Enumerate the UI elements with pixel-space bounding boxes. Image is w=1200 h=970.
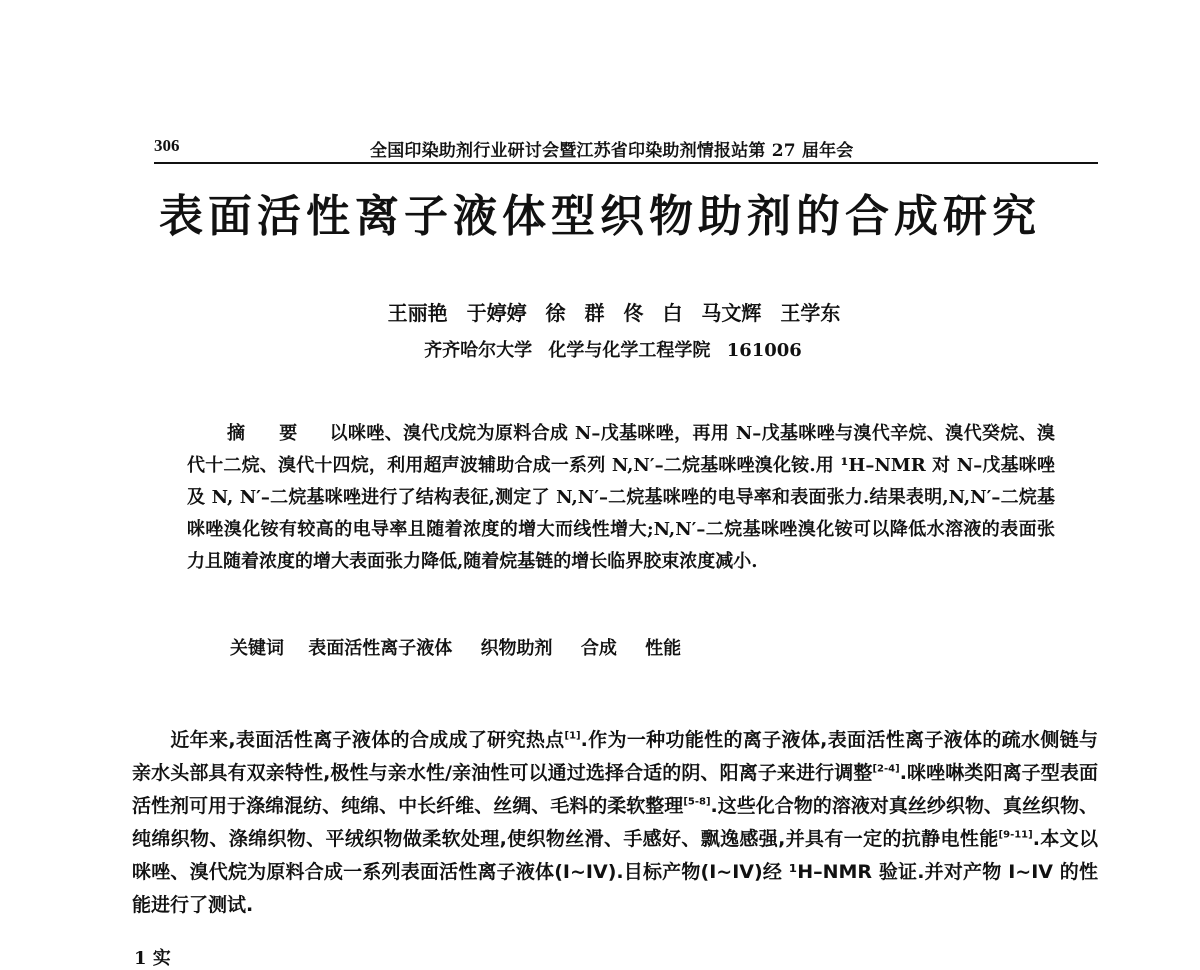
keyword-item: 表面活性离子液体 [308, 638, 453, 659]
abstract [187, 418, 1055, 578]
keywords-label: 关键词 [230, 638, 284, 659]
keyword-item: 织物助剂 [480, 638, 553, 659]
citation-ref: [2-4] [872, 763, 900, 775]
section-heading-fragment: 1 实 [134, 948, 171, 969]
author-list: 王丽艳 于婷婷 徐 群 佟 白 马文辉 王学东 [387, 301, 841, 325]
page-number: 306 [154, 136, 180, 155]
abstract-text: 以咪唑、溴代戊烷为原料合成 N–戊基咪唑，再用 N–戊基咪唑与溴代辛烷、溴代癸烷、溴代十二烷、溴代十四烷，利用超声波辅助合成一系列 N,N′–二烷基咪唑溴化铵.用 ¹H–NMR 对 N–戊基咪唑及 N, N′–二烷基咪唑进行了结构表征,测定了 N,N′–二烷基咪唑的电导率和表面张力.结果表明,N,N′–二烷基咪唑溴化铵有较高的电导率且随着浓度的增大而线性增大;N,N′–二烷基咪唑溴化铵可以降低水溶液的表面张力且随着浓度的增大表面张力降低,随着烷基链的增长临界胶束浓度减小. [187, 423, 1055, 572]
body-segment: 近年来,表面活性离子液体的合成成了研究热点 [170, 729, 565, 751]
citation-ref: [1] [564, 730, 581, 742]
keyword-item: 性能 [645, 638, 682, 659]
body-segment: .咪唑啉类阳离子型表面活性剂可用于涤绵混纺、纯绵、中长纤维、丝绸、毛料的柔软整理 [132, 762, 1098, 817]
abstract-label: 摘 要 [227, 423, 312, 444]
keywords [230, 634, 1050, 660]
journal-title: 全国印染助剂行业研讨会暨江苏省印染助剂情报站第 27 届年会 [370, 141, 854, 161]
keyword-item: 合成 [580, 638, 617, 659]
affiliation: 齐齐哈尔大学 化学与化学工程学院 161006 [424, 340, 802, 361]
running-header [154, 136, 1098, 164]
introduction-paragraph [132, 724, 1098, 922]
body-segment: .本文以咪唑、溴代烷为原料合成一系列表面活性离子液体(I~IV).目标产物(I~IV)经 ¹H–NMR 验证.并对产物 I~IV 的性能进行了测试. [132, 828, 1098, 916]
paper-title: 表面活性离子液体型织物助剂的合成研究 [159, 191, 1041, 242]
citation-ref: [5-8] [683, 796, 711, 808]
citation-ref: [9-11] [998, 829, 1033, 841]
body-segment: .这些化合物的溶液对真丝纱织物、真丝织物、纯绵织物、涤绵织物、平绒织物做柔软处理,使织物丝滑、手感好、飘逸感强,并具有一定的抗静电性能 [132, 795, 1098, 850]
body-segment: .作为一种功能性的离子液体,表面活性离子液体的疏水侧链与亲水头部具有双亲特性,极性与亲水性/亲油性可以通过选择合适的阴、阳离子来进行调整 [132, 729, 1098, 784]
